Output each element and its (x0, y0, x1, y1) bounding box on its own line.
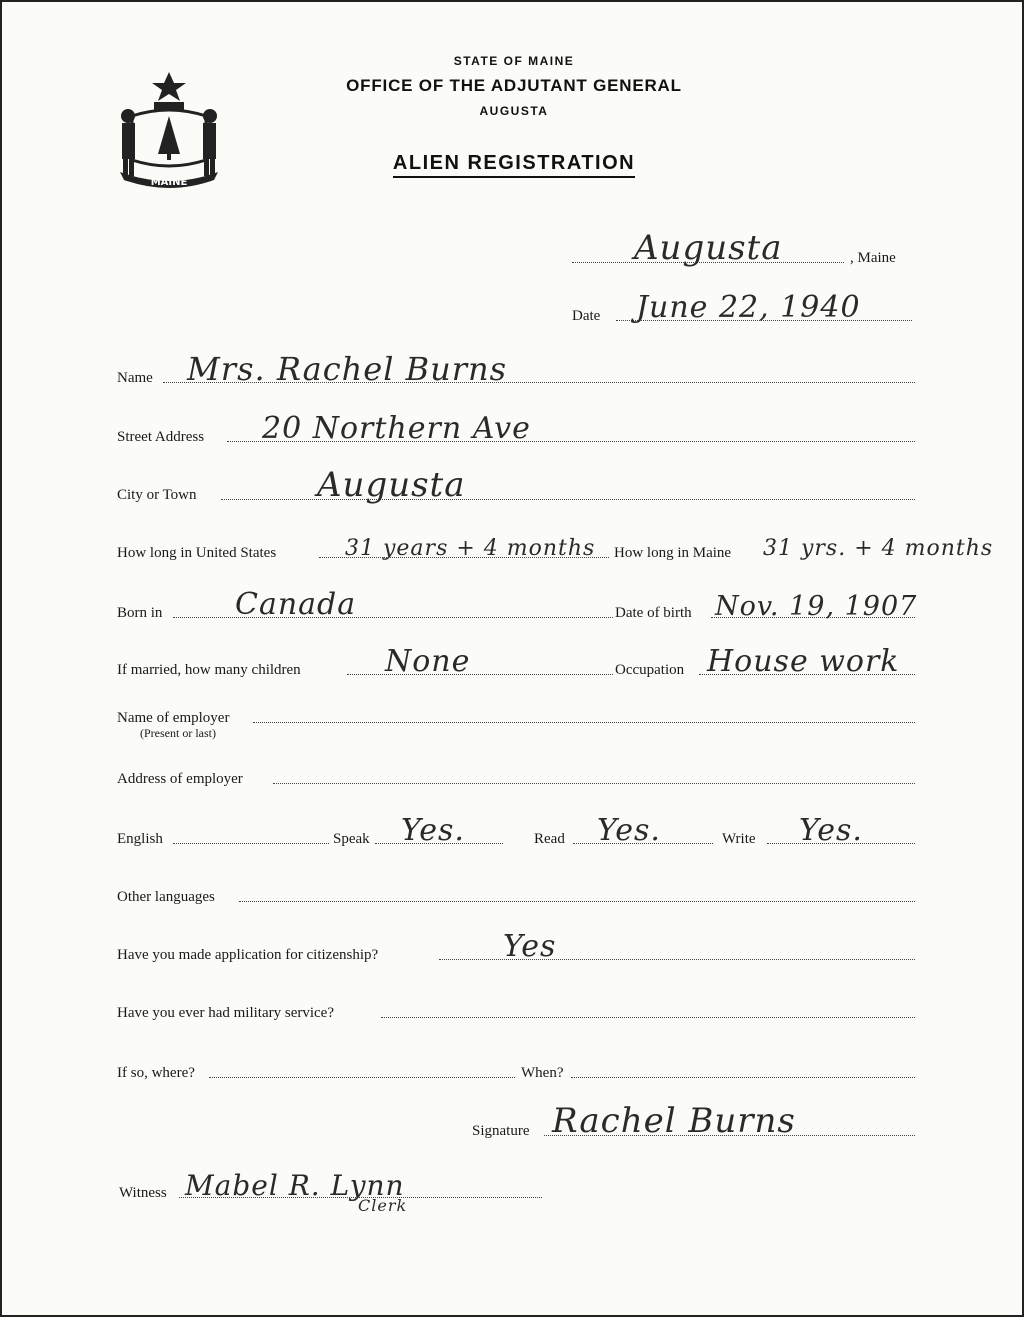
speak-value[interactable]: Yes. (401, 813, 465, 848)
service-where-row (117, 1042, 917, 1082)
name-label: Name (117, 370, 153, 386)
signature-value[interactable]: Rachel Burns (552, 1101, 796, 1141)
street-row (117, 406, 917, 446)
place-suffix: , Maine (850, 250, 896, 266)
date-label: Date (572, 308, 601, 324)
place-row (562, 227, 922, 267)
birth-date-label: Date of birth (615, 605, 692, 621)
witness-title-note: Clerk (358, 1196, 408, 1215)
date-value[interactable]: June 22, 1940 (636, 290, 861, 325)
street-label: Street Address (117, 429, 205, 445)
military-row (117, 982, 917, 1022)
children-label: If married, how many children (117, 662, 301, 678)
employer-address-row (117, 748, 917, 788)
maine-duration-label: How long in Maine (614, 545, 732, 561)
other-languages-row (117, 866, 917, 906)
form-header (2, 2, 1024, 202)
city-town-label: City or Town (117, 487, 197, 503)
us-duration-label: How long in United States (117, 545, 277, 561)
date-row (572, 285, 922, 325)
place-value[interactable]: Augusta (634, 228, 783, 268)
signature-row (472, 1100, 917, 1140)
street-value[interactable]: 20 Northern Ave (262, 411, 531, 446)
write-value[interactable]: Yes. (799, 813, 863, 848)
other-languages-label: Other languages (117, 889, 215, 905)
witness-value[interactable]: Mabel R. Lynn (185, 1169, 405, 1202)
city-heading: AUGUSTA (479, 104, 549, 118)
when-label: When? (521, 1065, 564, 1081)
military-label: Have you ever had military service? (117, 1005, 334, 1021)
witness-row (119, 1162, 544, 1202)
born-value[interactable]: Canada (235, 587, 357, 622)
employer-name-row (117, 687, 917, 727)
write-label: Write (722, 831, 756, 847)
occupation-label: Occupation (615, 662, 685, 678)
city-town-row (117, 464, 917, 504)
employer-name-label: Name of employer (117, 710, 230, 726)
children-row (117, 639, 917, 679)
citizenship-value[interactable]: Yes (503, 929, 557, 964)
employer-name-sublabel: (Present or last) (140, 726, 216, 740)
us-duration-value[interactable]: 31 years + 4 months (345, 536, 596, 561)
office-heading: OFFICE OF THE ADJUTANT GENERAL (346, 76, 682, 95)
occupation-value[interactable]: House work (707, 644, 900, 679)
state-heading: STATE OF MAINE (453, 54, 575, 68)
witness-label: Witness (119, 1185, 167, 1201)
where-label: If so, where? (117, 1065, 195, 1081)
name-row (117, 347, 917, 387)
duration-row (117, 522, 997, 562)
birth-date-value[interactable]: Nov. 19, 1907 (715, 591, 918, 622)
employer-address-label: Address of employer (117, 771, 243, 787)
born-label: Born in (117, 605, 163, 621)
seal-text: MAINE (150, 177, 188, 188)
form-title: ALIEN REGISTRATION (2, 152, 1024, 175)
maine-duration-value[interactable]: 31 yrs. + 4 months (763, 536, 994, 561)
english-row (117, 808, 917, 848)
read-label: Read (534, 831, 565, 847)
birth-row (117, 582, 917, 622)
read-value[interactable]: Yes. (597, 813, 661, 848)
speak-label: Speak (333, 831, 370, 847)
children-value[interactable]: None (385, 644, 471, 679)
city-town-value[interactable]: Augusta (317, 465, 466, 505)
citizenship-row (117, 924, 917, 964)
english-label: English (117, 831, 163, 847)
citizenship-label: Have you made application for citizenship? (117, 947, 379, 963)
signature-label: Signature (472, 1123, 530, 1139)
name-value[interactable]: Mrs. Rachel Burns (187, 350, 508, 388)
